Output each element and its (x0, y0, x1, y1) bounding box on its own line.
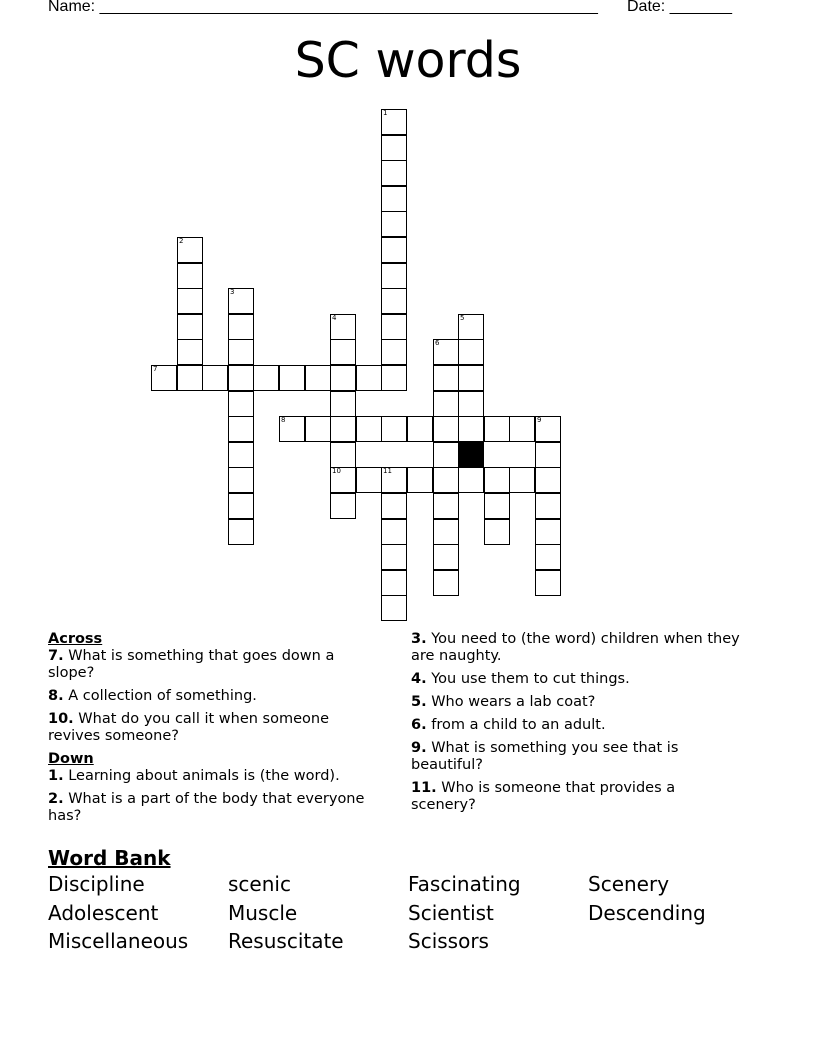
crossword-cell[interactable] (330, 314, 356, 340)
clue-text: What is something you see that is beautiful? (411, 740, 679, 773)
crossword-cell[interactable] (381, 365, 407, 391)
clue-text: Who is someone that provides a scenery? (411, 780, 676, 813)
clue-text: from a child to an adult. (426, 717, 606, 733)
crossword-cell[interactable] (433, 570, 459, 596)
crossword-cell[interactable] (381, 314, 407, 340)
crossword-cell[interactable] (484, 467, 510, 493)
crossword-cell[interactable] (458, 314, 484, 340)
crossword-cell[interactable] (228, 314, 254, 340)
crossword-cell[interactable] (381, 160, 407, 186)
crossword-cell[interactable] (381, 237, 407, 263)
crossword-cell[interactable] (228, 442, 254, 468)
crossword-cell[interactable] (228, 339, 254, 365)
clue-text: You need to (the word) children when they are naughty. (411, 631, 740, 664)
crossword-cell[interactable] (305, 365, 331, 391)
clue-item (411, 671, 741, 688)
clue-item (48, 648, 378, 682)
word-bank-word: Scenery (588, 872, 670, 896)
crossword-cell[interactable] (509, 467, 535, 493)
crossword-cell[interactable] (381, 288, 407, 314)
word-bank-word: scenic (228, 872, 291, 896)
clue-text: You use them to cut things. (426, 671, 630, 687)
clue-text: Learning about animals is (the word). (63, 768, 340, 784)
clue-number-label: 9. (411, 740, 427, 756)
crossword-cell[interactable] (381, 595, 407, 621)
crossword-cell[interactable] (228, 467, 254, 493)
crossword-cell[interactable] (356, 365, 382, 391)
word-bank-title: Word Bank (48, 846, 171, 870)
crossword-cell[interactable] (228, 288, 254, 314)
crossword-cell[interactable] (381, 467, 407, 493)
crossword-cell[interactable] (228, 519, 254, 545)
word-bank-word: Miscellaneous (48, 929, 189, 953)
clue-number: 1 (383, 109, 388, 117)
crossword-cell[interactable] (381, 135, 407, 161)
crossword-cell[interactable] (458, 467, 484, 493)
word-bank-word: Resuscitate (228, 929, 344, 953)
across-clue-list (48, 648, 378, 745)
crossword-cell[interactable] (381, 109, 407, 135)
clue-number: 10 (332, 467, 341, 475)
crossword-cell[interactable] (381, 570, 407, 596)
clue-item (48, 711, 378, 745)
crossword-cell[interactable] (202, 365, 228, 391)
clue-text: What do you call it when someone revives someone? (48, 711, 330, 744)
clue-number-label: 8. (48, 688, 64, 704)
crossword-cell[interactable] (177, 288, 203, 314)
crossword-cell[interactable] (177, 365, 203, 391)
crossword-cell[interactable] (509, 416, 535, 442)
crossword-cell[interactable] (535, 544, 561, 570)
clue-number-label: 11. (411, 780, 437, 796)
word-bank-word: Muscle (228, 900, 298, 925)
clue-number-label: 3. (411, 631, 427, 647)
date-field-label: Date: _______ (627, 0, 732, 15)
crossword-cell[interactable] (279, 365, 305, 391)
clue-item (411, 780, 741, 814)
crossword-cell[interactable] (381, 211, 407, 237)
crossword-cell[interactable] (330, 365, 356, 391)
crossword-cell[interactable] (228, 391, 254, 417)
crossword-cell[interactable] (228, 365, 254, 391)
word-bank-word: Discipline (48, 872, 145, 896)
crossword-cell[interactable] (484, 493, 510, 519)
crossword-cell[interactable] (458, 339, 484, 365)
crossword-cell[interactable] (433, 442, 459, 468)
crossword-cell[interactable] (177, 314, 203, 340)
clues-left-column (48, 631, 378, 831)
clue-item (411, 631, 741, 665)
crossword-cell[interactable] (535, 467, 561, 493)
crossword-cell[interactable] (458, 391, 484, 417)
crossword-cell[interactable] (330, 442, 356, 468)
clue-number: 11 (383, 467, 392, 475)
name-field-label: Name: ________________________________________________________ (48, 0, 598, 15)
crossword-cell[interactable] (433, 544, 459, 570)
clue-number-label: 4. (411, 671, 427, 687)
crossword-cell[interactable] (356, 467, 382, 493)
crossword-cell[interactable] (535, 519, 561, 545)
crossword-cell[interactable] (433, 391, 459, 417)
crossword-cell[interactable] (228, 416, 254, 442)
page-title: SC words (294, 32, 522, 89)
clue-text: Who wears a lab coat? (426, 694, 596, 710)
clue-item (411, 694, 741, 711)
crossword-cell[interactable] (433, 365, 459, 391)
crossword-cell[interactable] (330, 339, 356, 365)
clue-number: 7 (153, 365, 158, 373)
crossword-cell[interactable] (433, 339, 459, 365)
clue-item (411, 717, 741, 734)
word-bank-word: Scissors (408, 929, 489, 953)
crossword-cell[interactable] (407, 416, 433, 442)
clue-item (48, 791, 378, 825)
crossword-cell[interactable] (356, 416, 382, 442)
crossword-cell[interactable] (433, 519, 459, 545)
clue-item (48, 688, 378, 705)
down-heading: Down (48, 751, 94, 767)
clue-text: What is something that goes down a slope? (48, 648, 335, 681)
crossword-cell[interactable] (381, 416, 407, 442)
crossword-cell[interactable] (433, 493, 459, 519)
crossword-cell[interactable] (228, 493, 254, 519)
crossword-cell[interactable] (177, 263, 203, 289)
clues-right-column (411, 631, 741, 820)
clue-number: 2 (179, 237, 184, 245)
clue-number-label: 7. (48, 648, 64, 664)
clue-number-label: 5. (411, 694, 427, 710)
word-bank-word: Adolescent (48, 900, 159, 925)
clue-number: 8 (281, 416, 286, 424)
clue-item (411, 740, 741, 774)
crossword-cell[interactable] (305, 416, 331, 442)
crossword-cell[interactable] (381, 339, 407, 365)
across-heading: Across (48, 631, 103, 647)
crossword-cell[interactable] (330, 416, 356, 442)
crossword-cell[interactable] (330, 467, 356, 493)
clue-text: A collection of something. (63, 688, 257, 704)
clue-number: 4 (332, 314, 337, 322)
clue-number-label: 2. (48, 791, 64, 807)
crossword-cell[interactable] (330, 391, 356, 417)
clue-number: 3 (230, 288, 235, 296)
crossword-cell[interactable] (381, 493, 407, 519)
crossword-cell[interactable] (279, 416, 305, 442)
crossword-cell[interactable] (177, 237, 203, 263)
crossword-cell[interactable] (535, 442, 561, 468)
down-clue-list-continued (411, 631, 741, 814)
crossword-cell[interactable] (381, 544, 407, 570)
word-bank-word: Fascinating (408, 872, 521, 896)
word-bank-word: Descending (588, 900, 706, 925)
word-bank-word: Scientist (408, 900, 494, 925)
crossword-cell[interactable] (458, 416, 484, 442)
clue-number-label: 6. (411, 717, 427, 733)
clue-number-label: 10. (48, 711, 74, 727)
crossword-cell[interactable] (381, 186, 407, 212)
crossword-cell[interactable] (484, 416, 510, 442)
crossword-cell[interactable] (535, 570, 561, 596)
crossword-cell[interactable] (433, 467, 459, 493)
crossword-cell[interactable] (535, 416, 561, 442)
crossword-cell[interactable] (484, 519, 510, 545)
crossword-cell[interactable] (177, 339, 203, 365)
clue-item (48, 768, 378, 785)
clue-number: 9 (537, 416, 542, 424)
crossword-cell[interactable] (433, 416, 459, 442)
crossword-cell[interactable] (407, 467, 433, 493)
clue-number-label: 1. (48, 768, 64, 784)
crossword-cell[interactable] (151, 365, 177, 391)
crossword-cell[interactable] (253, 365, 279, 391)
crossword-cell[interactable] (535, 493, 561, 519)
down-clue-list (48, 768, 378, 825)
crossword-cell[interactable] (330, 493, 356, 519)
clue-number: 6 (435, 339, 440, 347)
clue-number: 5 (460, 314, 465, 322)
crossword-cell[interactable] (381, 519, 407, 545)
crossword-cell[interactable] (458, 365, 484, 391)
crossword-black-cell (458, 442, 484, 468)
crossword-cell[interactable] (381, 263, 407, 289)
clue-text: What is a part of the body that everyone has? (48, 791, 365, 824)
